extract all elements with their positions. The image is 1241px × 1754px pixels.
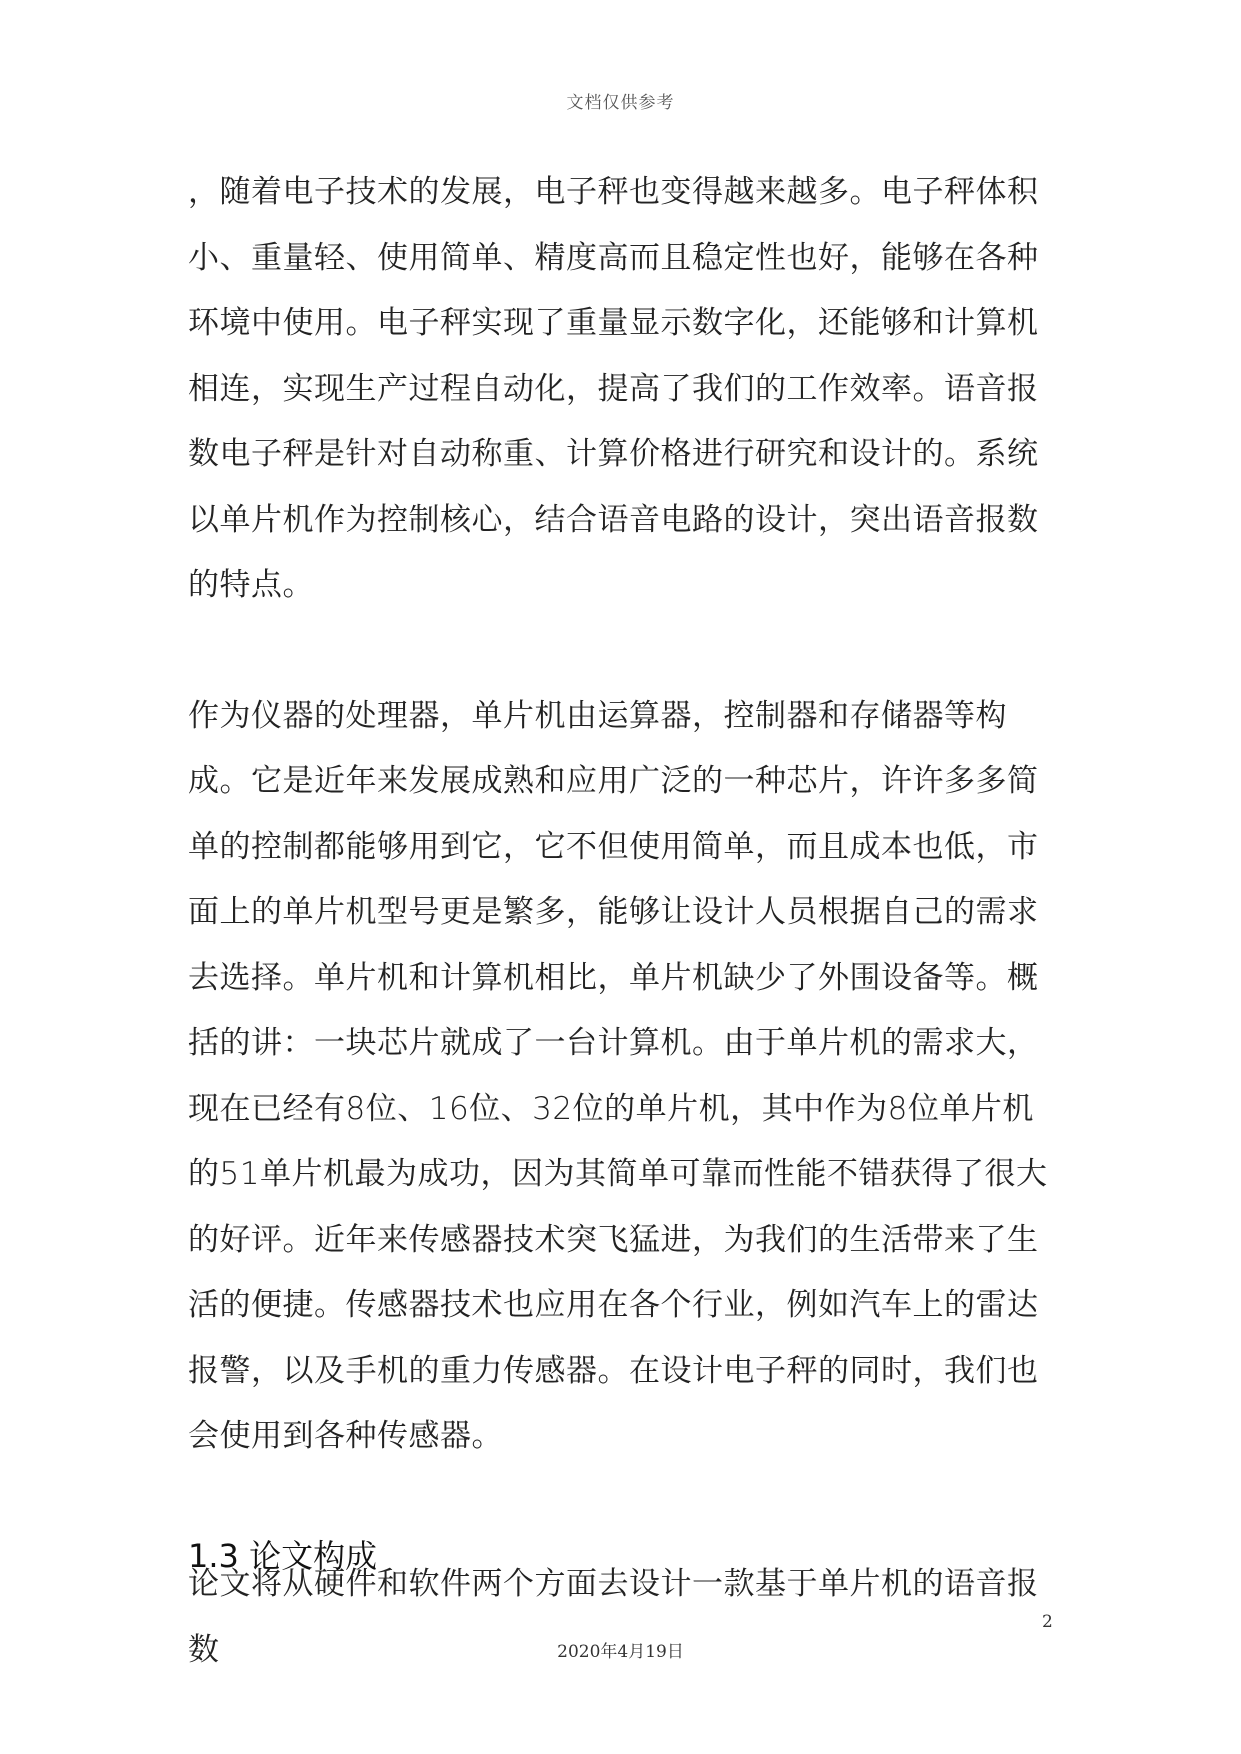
section-heading: 1.3 论文构成 [188, 1536, 378, 1575]
page-number: 2 [1042, 1612, 1053, 1632]
page-footer-date: 2020年4月19日 [557, 1642, 684, 1662]
body-paragraph-2: 作为仪器的处理器，单片机由运算器，控制器和存储器等构成。它是近年来发展成熟和应用广泛的一种芯片，许许多多简单的控制都能够用到它，它不但使用简单，而且成本也低，市面上的单片机型号更是繁多，能够让设计人员根据自己的需求去选择。单片机和计算机相比，单片机缺少了外围设备等。概括的讲：一块芯片就成了一台计算机。由于单片机的需求大，现在已经有8位、16位、32位的单片机，其中作为8位单片机的51单片机最为成功，因为其简单可靠而性能不错获得了很大的好评。近年来传感器技术突飞猛进，为我们的生活带来了生活的便捷。传感器技术也应用在各个行业，例如汽车上的雷达报警，以及手机的重力传感器。在设计电子秤的同时，我们也会使用到各种传感器。 [188, 697, 1048, 1454]
page-header: 文档仅供参考 [566, 93, 675, 113]
body-paragraph-1: ，随着电子技术的发展，电子秤也变得越来越多。电子秤体积小、重量轻、使用简单、精度高而且稳定性也好，能够在各种环境中使用。电子秤实现了重量显示数字化，还能够和计算机相连，实现生产过程自动化，提高了我们的工作效率。语音报数电子秤是针对自动称重、计算价格进行研究和设计的。系统以单片机作为控制核心，结合语音电路的设计，突出语音报数的特点。 [188, 174, 1039, 603]
document-body [188, 160, 1056, 1586]
body-paragraph-3: 论文将从硬件和软件两个方面去设计一款基于单片机的语音报数 [188, 1566, 1039, 1668]
